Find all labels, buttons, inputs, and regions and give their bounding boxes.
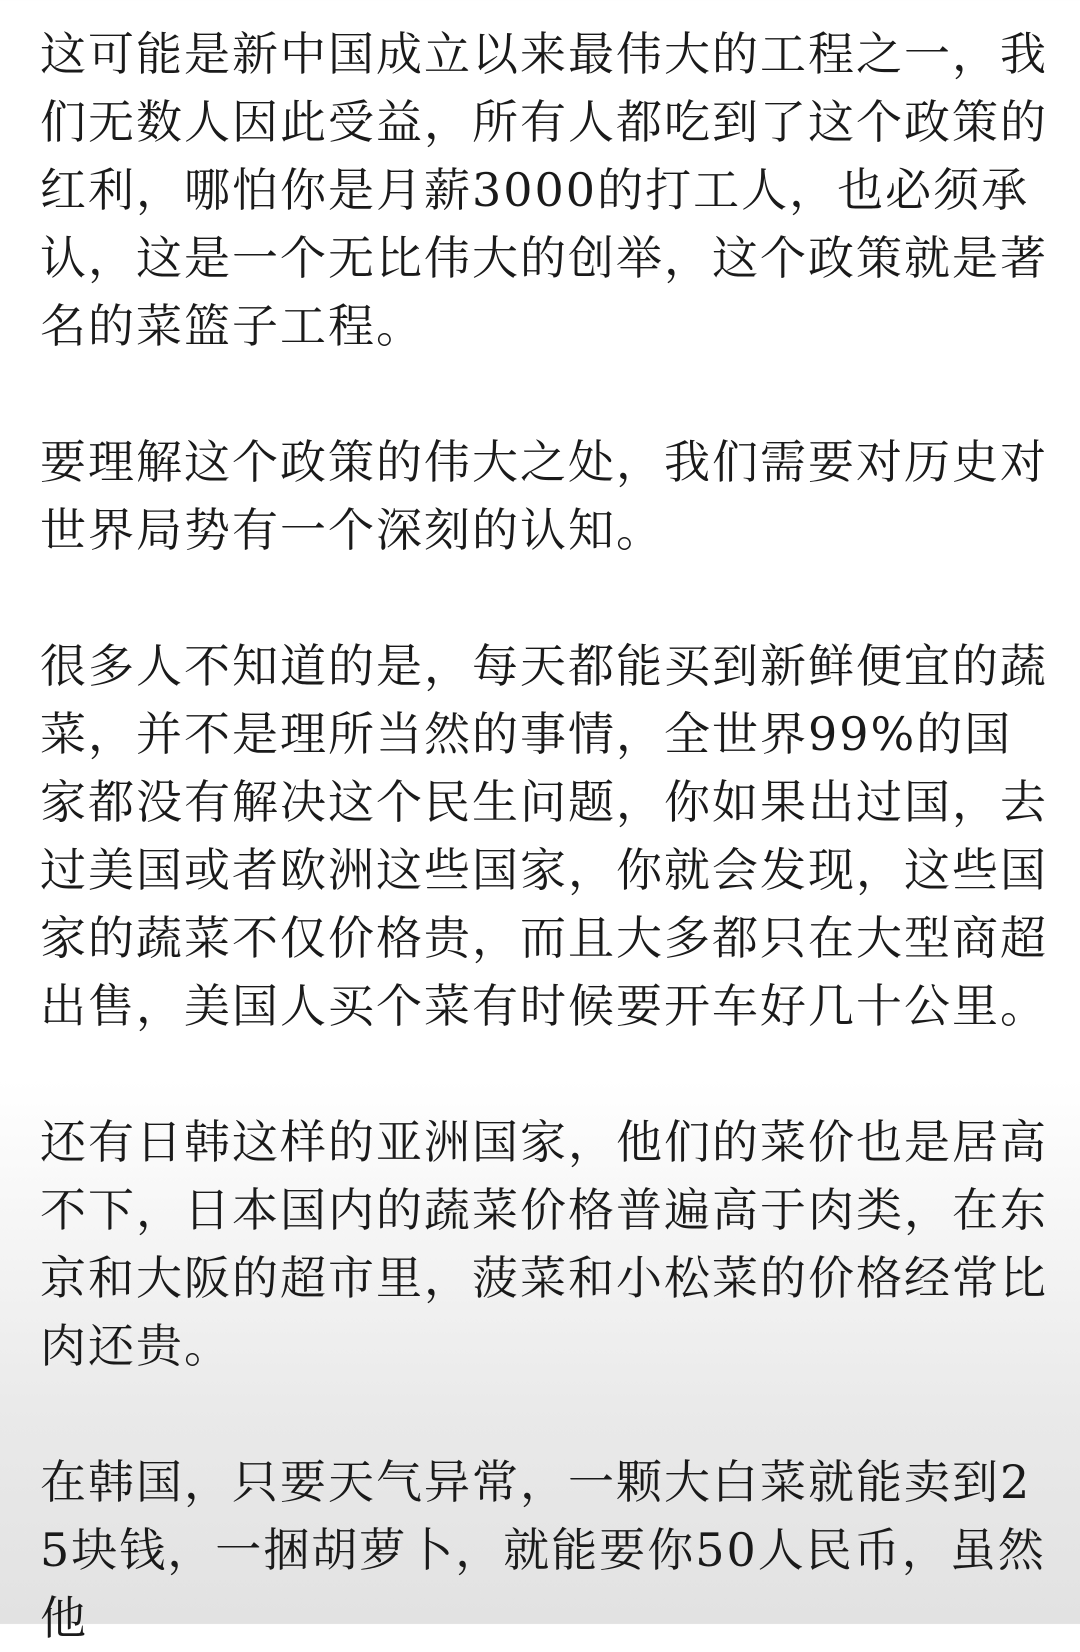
- paragraph-japan-korea: 还有日韩这样的亚洲国家，他们的菜价也是居高不下，日本国内的蔬菜价格普遍高于肉类，在东京和大阪的超市里，菠菜和小松菜的价格经常比肉还贵。: [40, 1115, 1048, 1373]
- paragraph-understanding: 要理解这个政策的伟大之处，我们需要对历史对世界局势有一个深刻的认知。: [40, 435, 1048, 557]
- paragraph-korea-prices: 在韩国，只要天气异常，一颗大白菜就能卖到25块钱，一捆胡萝卜，就能要你50人民币，虽然他: [40, 1455, 1046, 1645]
- paragraph-vegetables-abroad: 很多人不知道的是，每天都能买到新鲜便宜的蔬菜，并不是理所当然的事情，全世界99%的国家都没有解决这个民生问题，你如果出过国，去过美国或者欧洲这些国家，你就会发现，这些国家的蔬菜不仅价格贵，而且大多都只在大型商超出售，美国人买个菜有时候要开车好几十公里。: [40, 639, 1048, 1033]
- article-body: [40, 20, 1050, 1652]
- paragraph-basket-project: 这可能是新中国成立以来最伟大的工程之一，我们无数人因此受益，所有人都吃到了这个政策的红利，哪怕你是月薪3000的打工人，也必须承认，这是一个无比伟大的创举，这个政策就是著名的菜篮子工程。: [40, 27, 1048, 353]
